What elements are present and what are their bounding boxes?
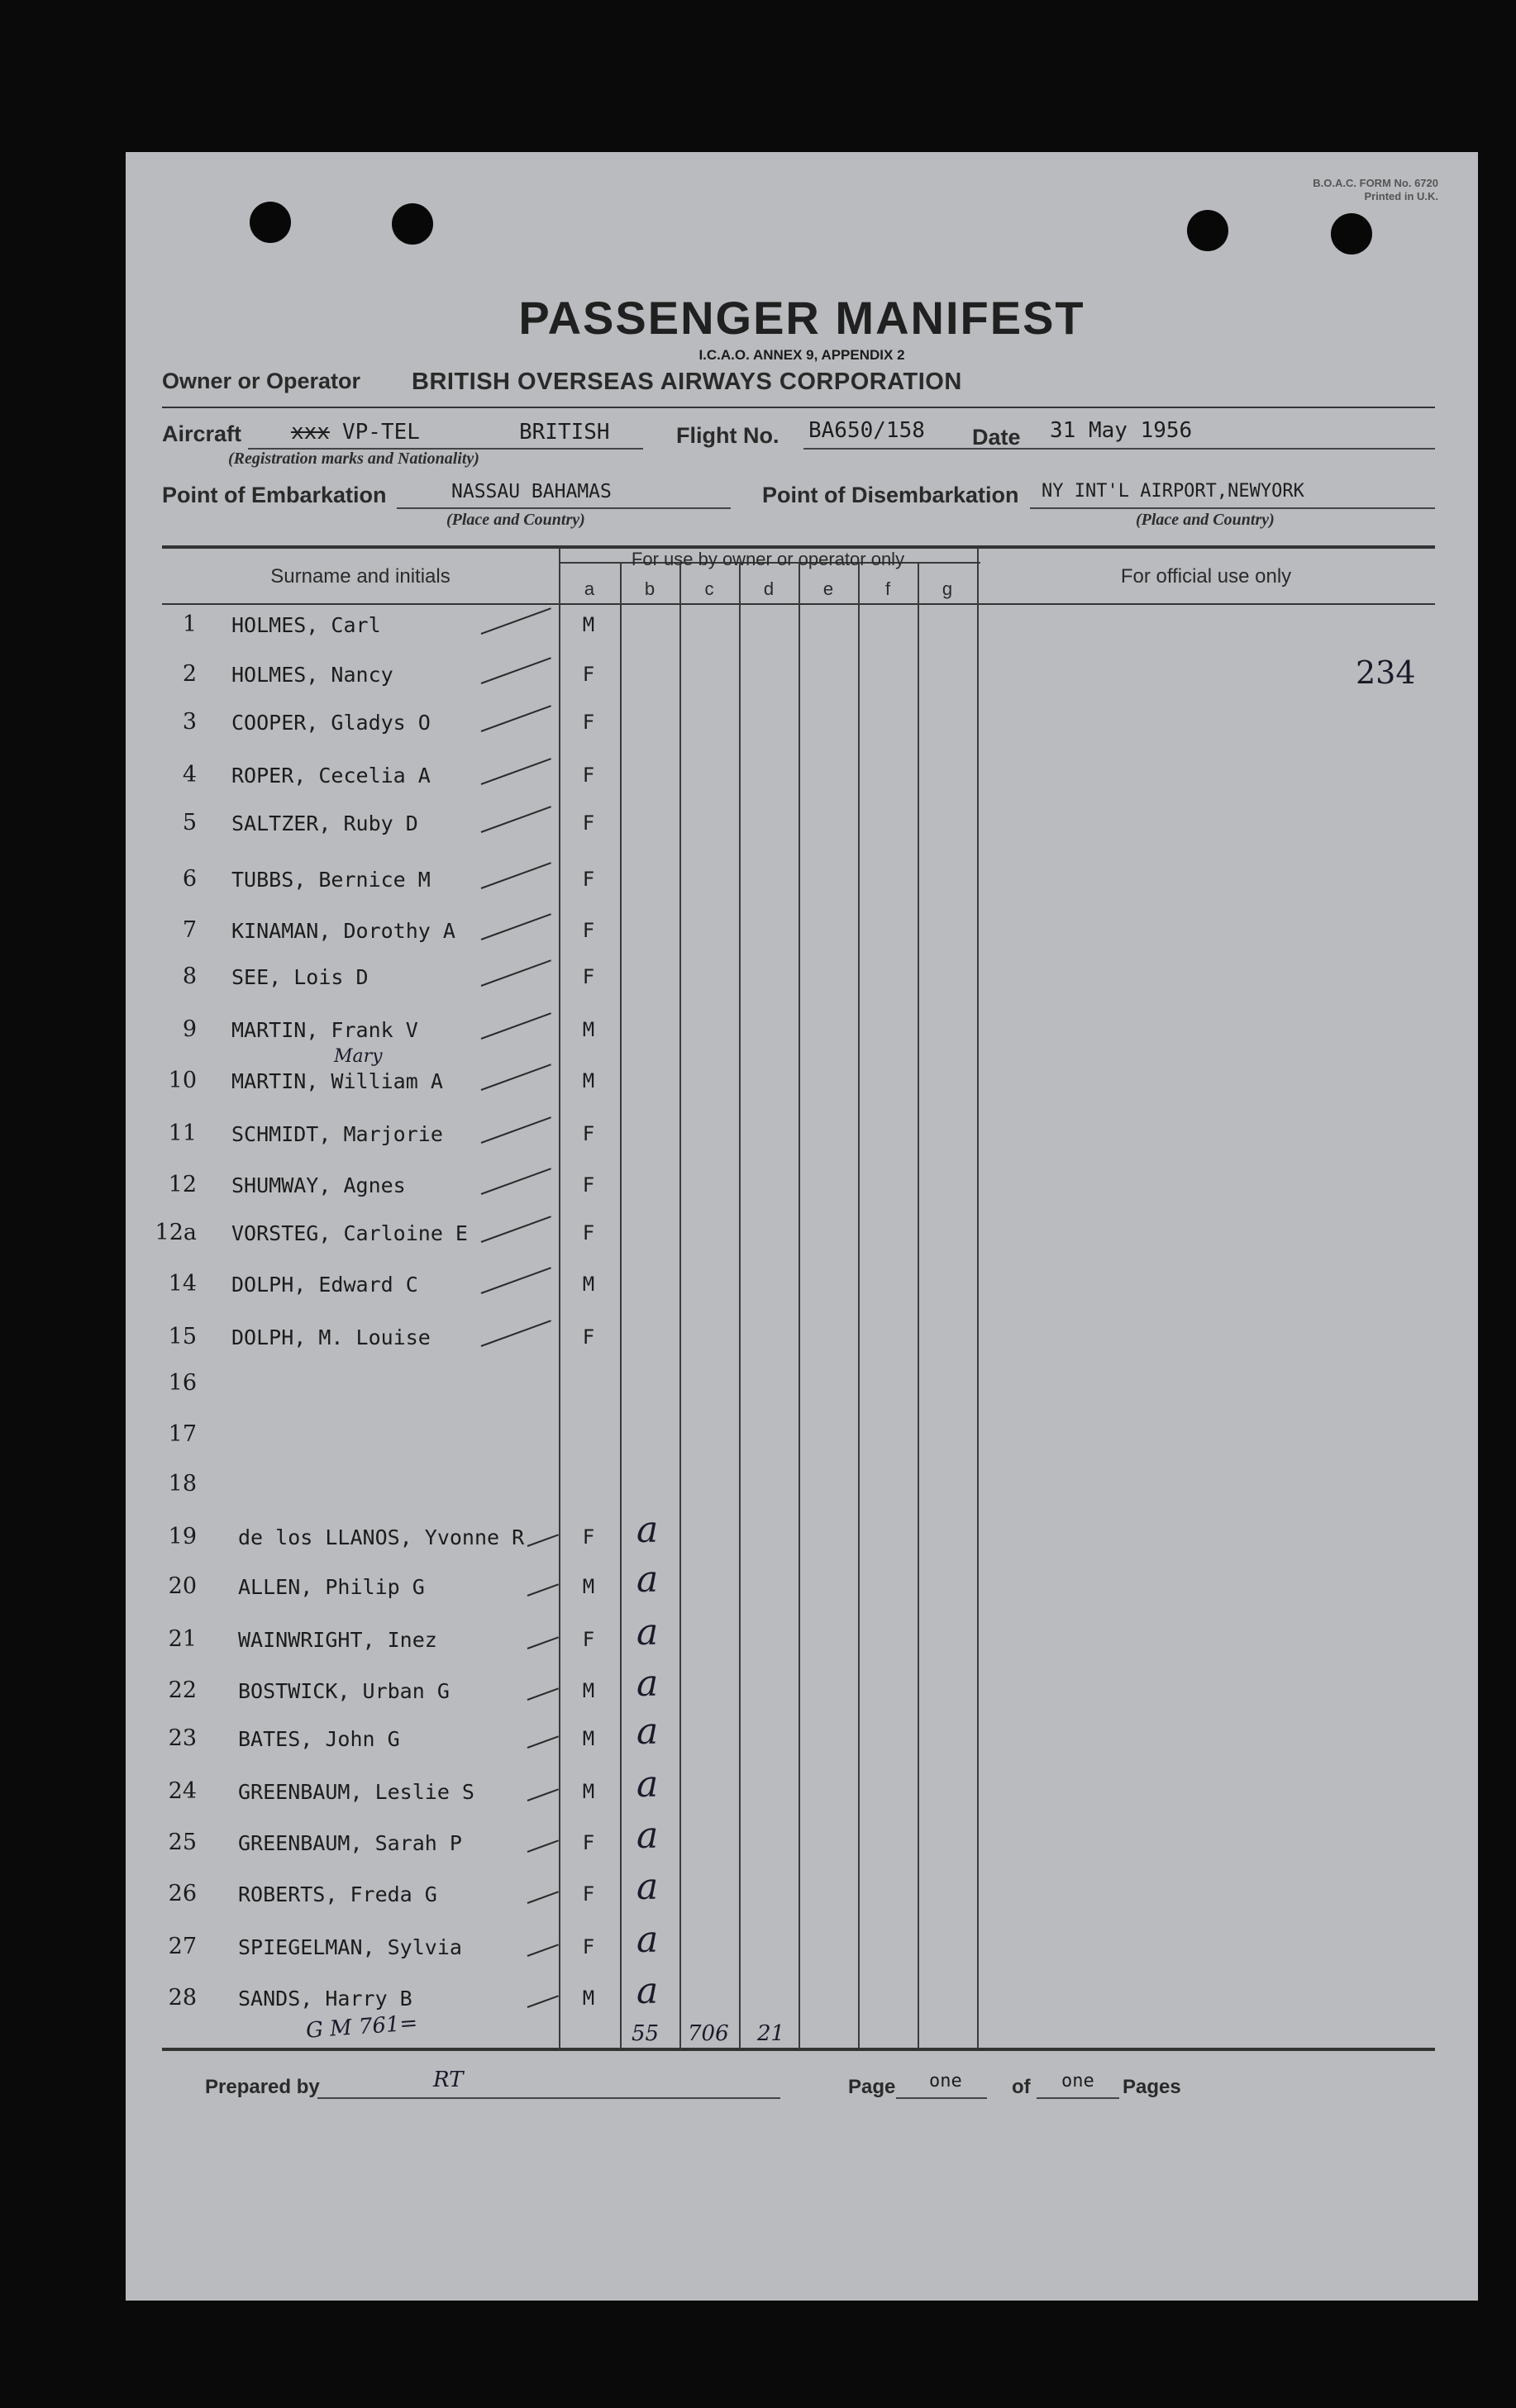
rule [162,407,1435,408]
row-number: 12 [168,1172,197,1197]
disembarkation-label: Point of Disembarkation [762,483,1019,507]
row-number: 8 [182,964,197,989]
passenger-sex: M [582,1727,595,1750]
row-number: 18 [168,1471,197,1497]
handwritten-mark-b: a [636,1559,659,1601]
row-number: 3 [182,709,197,735]
passenger-sex: F [582,1122,595,1145]
row-number: 15 [168,1324,197,1349]
aircraft-registration: VP-TEL [342,420,420,445]
row-number: 27 [168,1934,197,1959]
flight-value: BA650/158 [808,418,925,443]
row-number: 14 [168,1271,197,1297]
tick-mark [481,758,551,785]
col-line [739,564,741,2049]
tick-mark [527,1583,559,1597]
aircraft-struck: xxx [291,420,330,445]
row-number: 21 [168,1626,197,1652]
passenger-sex: F [582,711,595,734]
passenger-name: TUBBS, Bernice M [231,868,431,892]
passenger-sex: F [582,1882,595,1906]
manifest-page [126,152,1478,2301]
totals-c: 706 [688,2021,729,2046]
row-number: 28 [168,1985,197,2011]
disembarkation-value: NY INT'L AIRPORT,NEWYORK [1042,481,1304,502]
passenger-name: SEE, Lois D [231,965,369,989]
row-number: 22 [168,1678,197,1703]
col-letter-b: b [644,578,656,599]
disembarkation-underline [1030,507,1435,509]
passenger-sex: M [582,1575,595,1598]
passenger-name: SANDS, Harry B [238,1987,412,2011]
printed-in: Printed in U.K. [1364,190,1438,202]
tick-mark [481,806,551,833]
tick-mark [527,1788,559,1801]
embarkation-label: Point of Embarkation [162,483,387,507]
punch-hole [392,203,433,245]
passenger-sex: F [582,811,595,835]
form-code: B.O.A.C. FORM No. 6720 [1313,177,1438,189]
tick-mark [527,1839,559,1853]
passenger-sex: F [582,1628,595,1651]
passenger-name: DOLPH, Edward C [231,1273,418,1297]
row-number: 5 [182,810,197,835]
col-letter-a: a [584,578,595,599]
col-line [679,564,681,2049]
passenger-sex: M [582,1987,595,2010]
col-letter-c: c [704,578,714,599]
embarkation-underline [397,507,731,509]
row-number: 16 [168,1370,197,1396]
col-header-official: For official use only [1120,565,1292,588]
row-number: 17 [168,1421,197,1447]
col-letter-f: f [884,578,891,599]
aircraft-label: Aircraft [162,421,242,446]
row-number: 12a [155,1220,197,1245]
passenger-name: ALLEN, Philip G [238,1575,425,1599]
page-subtitle: I.C.A.O. ANNEX 9, APPENDIX 2 [698,347,905,363]
passenger-sex: F [582,1831,595,1854]
col-line [918,564,919,2049]
passenger-sex: M [582,1018,595,1041]
date-underline [1027,448,1435,450]
passenger-name: SALTZER, Ruby D [231,811,418,835]
col-header-name: Surname and initials [270,565,451,588]
passenger-sex: F [582,1173,595,1197]
tick-mark [481,1116,551,1144]
col-line [559,547,560,2049]
passenger-name: SHUMWAY, Agnes [231,1173,406,1197]
col-letter-g: g [942,578,953,599]
row-number: 24 [168,1778,197,1804]
row-number: 23 [168,1725,197,1751]
prepared-underline [317,2097,780,2099]
row-number: 25 [168,1830,197,1855]
passenger-sex: F [582,764,595,787]
passenger-name: de los LLANOS, Yvonne R [238,1525,525,1549]
passenger-sex: F [582,919,595,942]
row-number: 1 [182,612,197,637]
row-number: 26 [168,1881,197,1906]
handwritten-mark-b: a [636,1815,659,1857]
handwritten-mark-b: a [636,1509,659,1551]
handwritten-mark-b: a [636,1611,659,1654]
passenger-name: GREENBAUM, Leslie S [238,1780,474,1804]
passenger-sex: M [582,1273,595,1296]
of-underline [1037,2097,1119,2099]
passenger-name: BATES, John G [238,1727,400,1751]
col-line [620,564,622,2049]
date-label: Date [972,425,1021,450]
handwritten-mark-b: a [636,1663,659,1705]
tick-mark [527,1534,559,1547]
row-number: 19 [168,1524,197,1549]
tick-mark [481,1064,551,1091]
punch-hole [1187,210,1228,251]
tick-mark [527,1735,559,1749]
tick-mark [481,1012,551,1040]
row-number: 7 [182,917,197,943]
page-value: one [929,2071,962,2092]
form-code-block [1190,177,1438,203]
passenger-name: HOLMES, Nancy [231,663,393,687]
passenger-name: WAINWRIGHT, Inez [238,1628,437,1652]
tick-mark [481,607,551,635]
official-note: 234 [1356,654,1416,691]
punch-hole [1331,213,1372,255]
row-number: 6 [182,866,197,892]
passenger-sex: M [582,1780,595,1803]
page-title: PASSENGER MANIFEST [518,292,1085,344]
page-label: Page [848,2076,896,2098]
date-value: 31 May 1956 [1050,418,1193,443]
tick-mark [481,913,551,940]
totals-handwritten: G M 761= [305,2011,419,2044]
col-line [799,564,800,2049]
tick-mark [481,705,551,732]
passenger-name: SPIEGELMAN, Sylvia [238,1935,462,1959]
row-number: 2 [182,661,197,687]
flight-label: Flight No. [676,423,779,448]
owner-label: Owner or Operator [162,369,361,393]
passenger-sex: M [582,1069,595,1092]
tick-mark [481,1320,551,1347]
passenger-sex: F [582,663,595,686]
totals-d: 21 [757,2021,785,2046]
passenger-sex: M [582,613,595,636]
of-value: one [1061,2071,1094,2092]
tick-mark [527,1891,559,1904]
tick-mark [527,1687,559,1701]
embarkation-value: NASSAU BAHAMAS [451,481,612,502]
passenger-sex: F [582,1325,595,1349]
handwritten-mark-b: a [636,1970,659,2012]
passenger-sex: F [582,1935,595,1958]
passenger-name: GREENBAUM, Sarah P [238,1831,462,1855]
handwritten-mark-b: a [636,1919,659,1961]
passenger-name: DOLPH, M. Louise [231,1325,431,1349]
passenger-name: KINAMAN, Dorothy A [231,919,455,943]
col-header-owner: For use by owner or operator only [631,549,905,569]
name-correction: Mary [334,1046,383,1067]
tick-mark [481,657,551,684]
handwritten-mark-b: a [636,1711,659,1753]
owner-value: BRITISH OVERSEAS AIRWAYS CORPORATION [412,369,962,395]
passenger-name: HOLMES, Carl [231,613,381,637]
passenger-name: VORSTEG, Carloine E [231,1221,468,1245]
tick-mark [527,1636,559,1649]
punch-hole [250,202,291,243]
of-label: of [1012,2076,1031,2098]
passenger-sex: F [582,965,595,988]
col-line [977,547,979,2049]
passenger-sex: F [582,868,595,891]
disembarkation-note: (Place and Country) [1136,511,1275,529]
tick-mark [481,959,551,987]
handwritten-mark-b: a [636,1763,659,1806]
aircraft-note: (Registration marks and Nationality) [228,450,479,468]
col-letter-d: d [763,578,775,599]
col-line [858,564,860,2049]
passenger-sex: M [582,1679,595,1702]
tick-mark [481,1216,551,1243]
page-underline [896,2097,987,2099]
row-number: 20 [168,1573,197,1599]
tick-mark [481,862,551,889]
passenger-sex: F [582,1221,595,1244]
embarkation-note: (Place and Country) [446,511,585,529]
passenger-name: COOPER, Gladys O [231,711,431,735]
prepared-label: Prepared by [205,2076,320,2098]
tick-mark [481,1168,551,1195]
pages-label: Pages [1123,2076,1181,2098]
passenger-sex: F [582,1525,595,1549]
totals-b: 55 [632,2021,660,2046]
tick-mark [527,1995,559,2008]
row-number: 9 [182,1016,197,1042]
tick-mark [481,1267,551,1294]
aircraft-nationality: BRITISH [519,420,610,445]
passenger-name: MARTIN, Frank V [231,1018,418,1042]
passenger-name: SCHMIDT, Marjorie [231,1122,443,1146]
tick-mark [527,1944,559,1957]
passenger-name: MARTIN, William A [231,1069,443,1093]
row-number: 10 [168,1068,197,1093]
passenger-name: BOSTWICK, Urban G [238,1679,450,1703]
col-letter-e: e [822,578,834,599]
row-number: 11 [168,1121,197,1146]
row-number: 4 [182,762,197,788]
passenger-name: ROPER, Cecelia A [231,764,431,788]
prepared-value: RT [433,2068,464,2092]
handwritten-mark-b: a [636,1866,659,1908]
passenger-name: ROBERTS, Freda G [238,1882,437,1906]
